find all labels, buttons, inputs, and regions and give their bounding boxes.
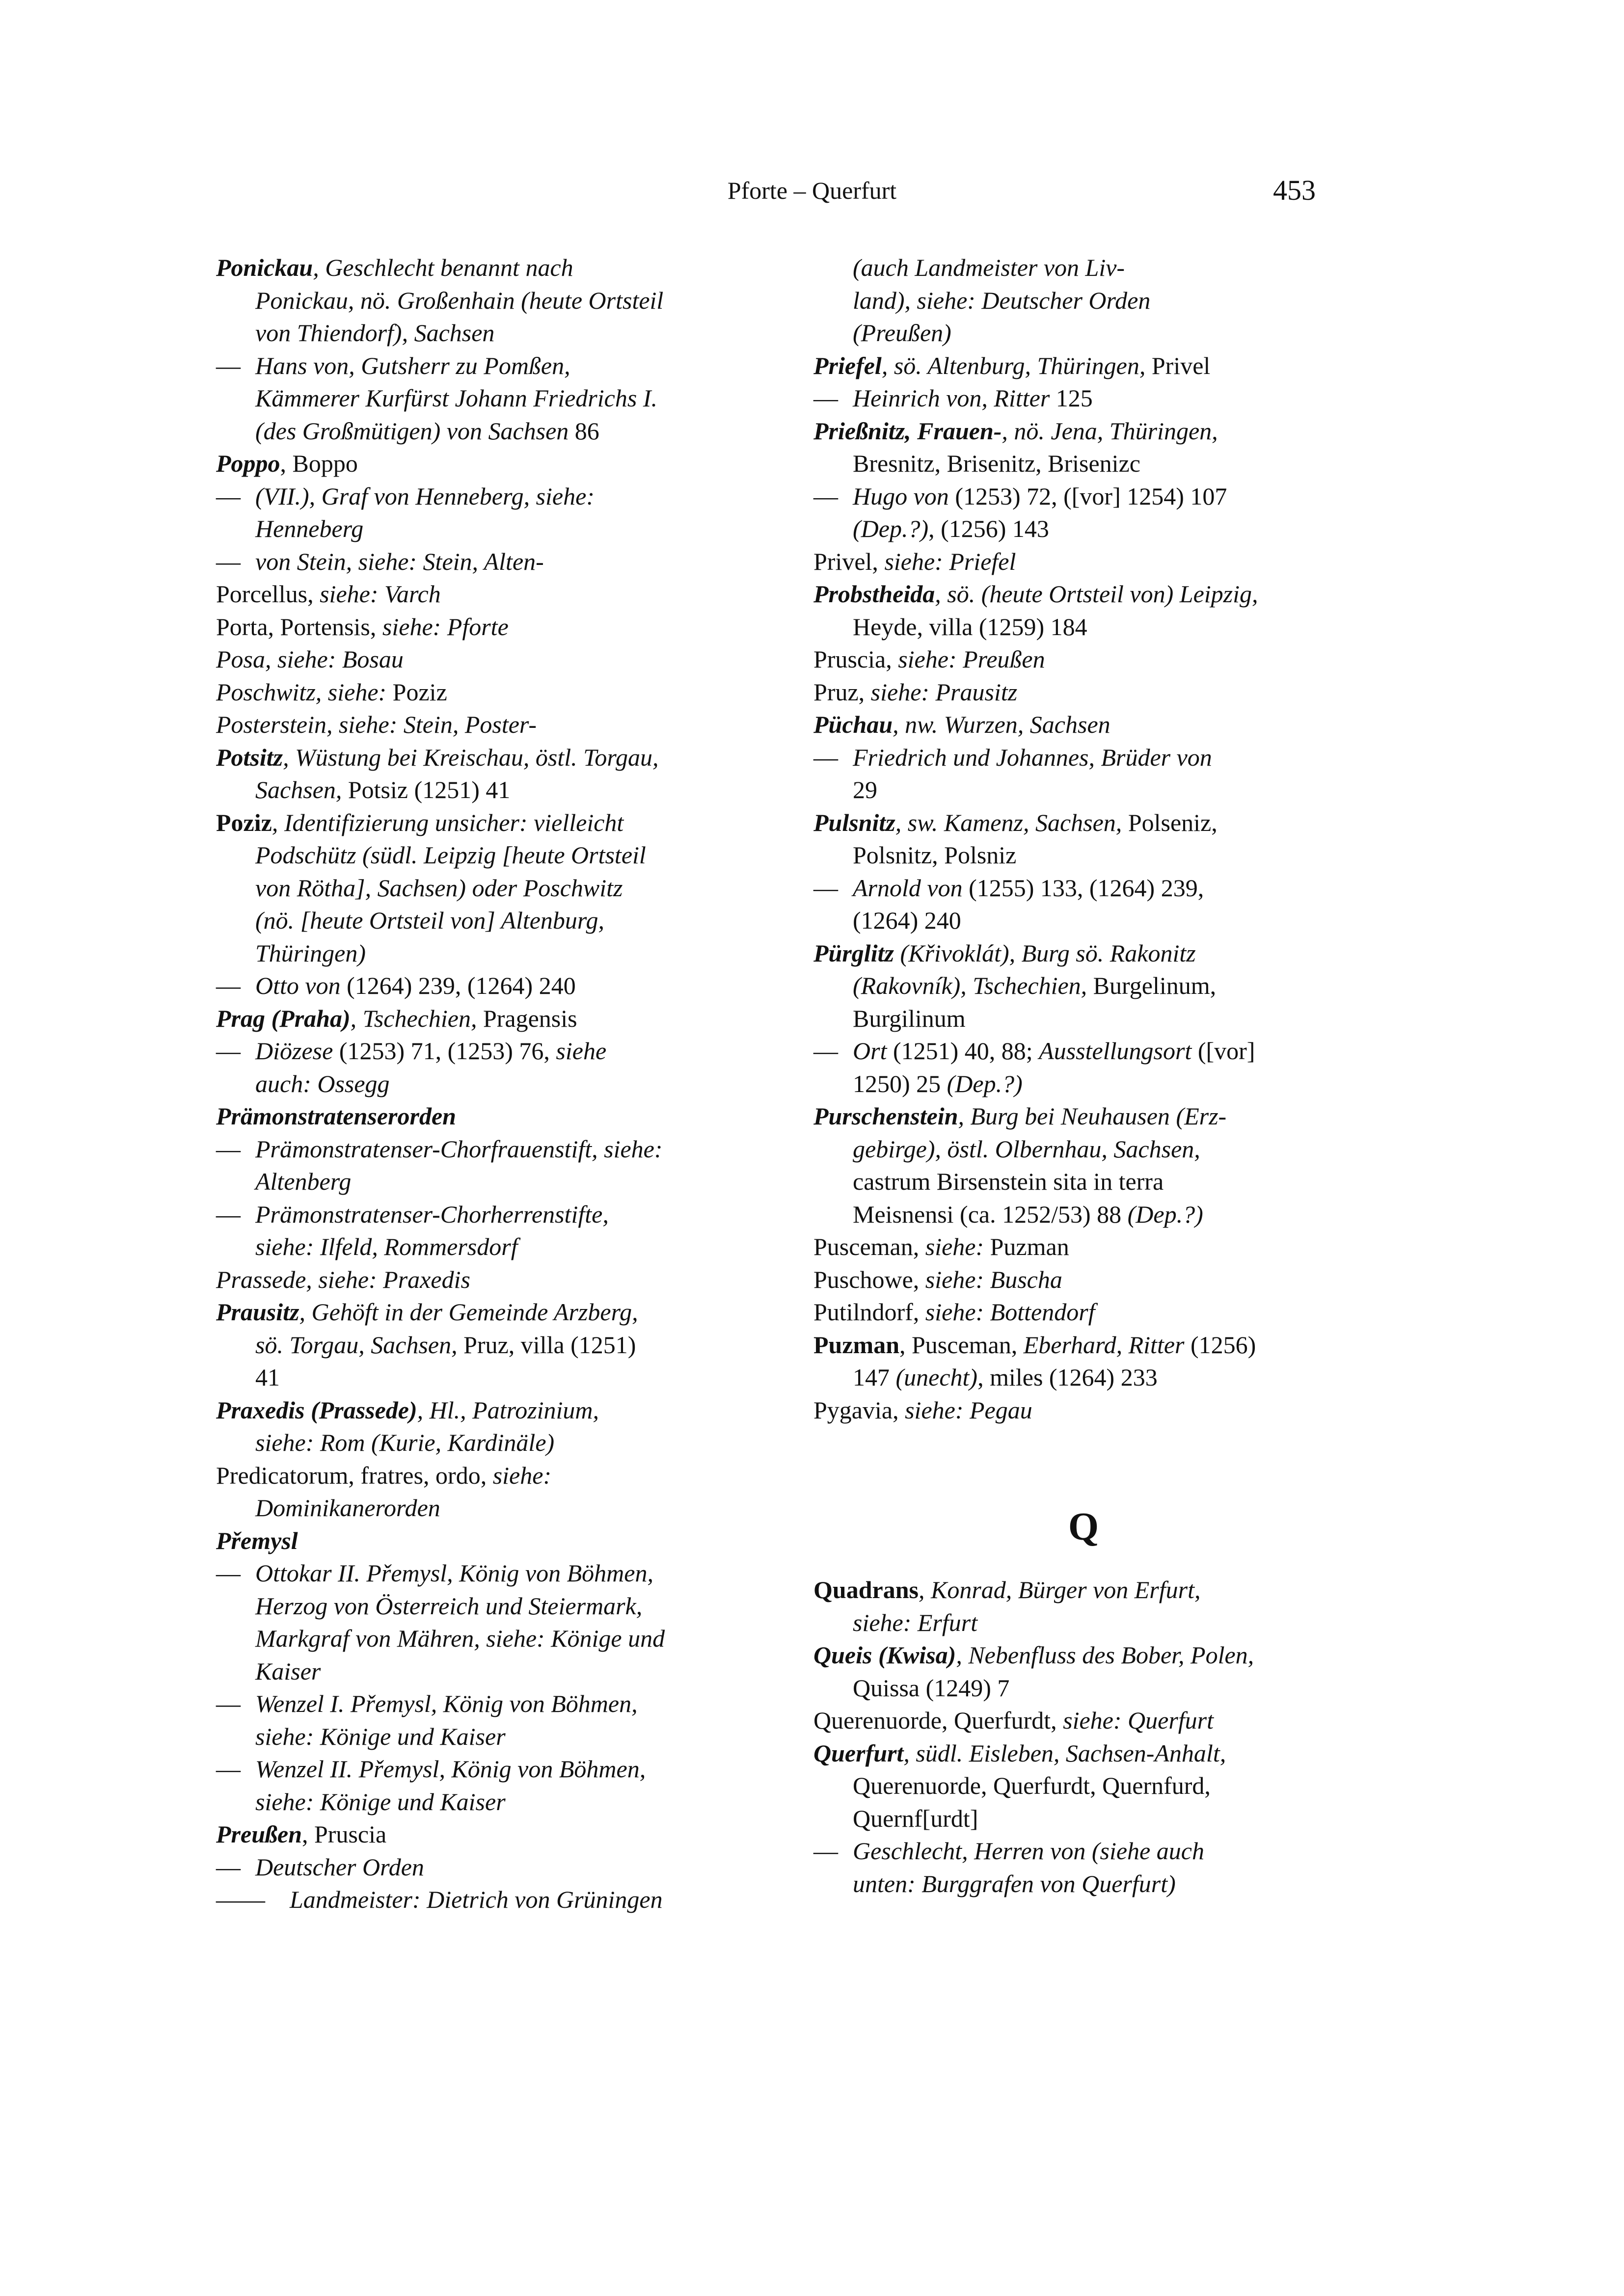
index-text: siehe: Pegau: [905, 1396, 1032, 1424]
entry-dash: —: [813, 743, 838, 771]
index-text: auch: Ossegg: [255, 1069, 390, 1097]
index-line: [216, 1459, 776, 1492]
index-text: (unecht): [895, 1363, 978, 1391]
index-line: [216, 708, 776, 741]
index-text: Pruz, villa (1251): [463, 1331, 636, 1359]
index-text: Prießnitz, Frauen-: [813, 417, 1002, 445]
index-line: [216, 1590, 776, 1623]
index-text: Wenzel I. Přemysl, König von Böhmen,: [255, 1690, 638, 1717]
index-line: [813, 382, 1353, 415]
index-text: Puzman: [990, 1233, 1069, 1260]
index-text: Meisnensi (ca. 1252/53) 88: [853, 1200, 1128, 1228]
index-text: , südl. Eisleben, Sachsen-Anhalt,: [903, 1739, 1226, 1767]
index-text: Deutscher Orden: [255, 1853, 424, 1881]
index-line: [813, 1868, 1353, 1900]
index-line: [813, 1769, 1353, 1802]
index-text: (1251) 40, 88;: [887, 1037, 1039, 1065]
index-text: Otto von: [255, 972, 341, 999]
running-header-title: Pforte – Querfurt: [727, 177, 897, 204]
index-text: siehe: Rom (Kurie, Kardinäle): [255, 1429, 555, 1456]
index-text: Prämonstratenser-Chorfrauenstift, siehe:: [255, 1135, 663, 1163]
index-text: (des Großmütigen) von Sachsen: [255, 417, 569, 445]
index-line: [813, 545, 1353, 578]
index-text: Ausstellungsort: [1039, 1037, 1192, 1065]
entry-dash: —: [216, 547, 241, 575]
index-text: , Pusceman,: [899, 1331, 1024, 1359]
index-text: Hugo von: [853, 482, 949, 510]
index-text: siehe:: [492, 1461, 552, 1489]
entry-dash: —: [216, 1755, 241, 1783]
index-line: [813, 284, 1353, 317]
index-text: 86: [568, 417, 599, 445]
index-line: [216, 1883, 776, 1916]
index-line: [813, 643, 1353, 676]
entry-dash: —: [813, 1837, 838, 1865]
index-line: [216, 415, 776, 448]
index-line: [216, 512, 776, 545]
index-text: Querenuorde, Querfurdt, Quernfurd,: [853, 1772, 1211, 1799]
index-text: siehe: Bottendorf: [925, 1298, 1095, 1326]
entry-dash: —: [216, 1853, 241, 1881]
index-text: , Gehöft in der Gemeinde Arzberg,: [299, 1298, 638, 1326]
index-text: siehe: Priefel: [884, 547, 1016, 575]
index-line: [216, 676, 776, 709]
index-text: Potsitz: [216, 743, 283, 771]
index-line: [813, 415, 1353, 448]
index-line: [813, 1639, 1353, 1672]
index-text: , Tschechien,: [350, 1004, 483, 1032]
index-line: [216, 1786, 776, 1818]
index-line: [216, 1818, 776, 1851]
entry-dash: —: [216, 1135, 241, 1163]
index-line: [813, 1296, 1353, 1329]
index-text: Friedrich und Johannes, Brüder von: [853, 743, 1212, 771]
index-text: , Pruscia: [302, 1820, 387, 1848]
index-text: , Wüstung bei Kreischau, östl. Torgau,: [283, 743, 659, 771]
index-line: [216, 969, 776, 1002]
index-line: [216, 1100, 776, 1133]
entry-dash: —: [813, 384, 838, 412]
index-text: , (1256) 143: [928, 515, 1049, 542]
index-line: [813, 1835, 1353, 1868]
index-text: , Konrad, Bürger von Erfurt,: [918, 1576, 1201, 1603]
index-text: , nö. Jena, Thüringen,: [1001, 417, 1218, 445]
index-line: [813, 1704, 1353, 1737]
index-text: Ponickau, nö. Großenhain (heute Ortsteil: [255, 286, 664, 314]
index-text: Burgelinum,: [1093, 972, 1217, 999]
index-line: [813, 1198, 1353, 1231]
entry-dash: —: [813, 1037, 838, 1065]
index-text: Preußen: [216, 1820, 302, 1848]
index-text: siehe: Ilfeld, Rommersdorf: [255, 1233, 518, 1260]
index-line: [216, 904, 776, 937]
index-text: siehe: Könige und Kaiser: [255, 1788, 506, 1815]
index-line: [813, 611, 1353, 643]
index-line: [216, 1524, 776, 1557]
index-text: siehe: Prausitz: [870, 678, 1018, 706]
index-line: [216, 1753, 776, 1786]
index-text: Posa, siehe: Bosau: [216, 645, 404, 673]
index-text: Prassede, siehe: Praxedis: [216, 1265, 470, 1293]
index-line: [216, 578, 776, 611]
index-line: [216, 349, 776, 382]
index-text: Püchau: [813, 711, 893, 738]
index-line: [216, 1165, 776, 1198]
index-text: 147: [853, 1363, 896, 1391]
index-line: [813, 251, 1353, 284]
index-text: Porcellus,: [216, 580, 320, 608]
index-line: [216, 1002, 776, 1035]
index-line: [813, 741, 1353, 774]
index-text: Priefel: [813, 351, 882, 379]
index-text: Ottokar II. Přemysl, König von Böhmen,: [255, 1559, 653, 1587]
index-text: siehe: Erfurt: [853, 1608, 978, 1636]
index-text: Purschenstein: [813, 1102, 958, 1130]
index-line: [813, 806, 1353, 839]
index-line: [813, 1329, 1353, 1362]
index-text: , miles (1264) 233: [977, 1363, 1158, 1391]
index-line: [216, 1068, 776, 1100]
index-text: , Nebenfluss des Bober, Polen,: [956, 1641, 1254, 1669]
index-line: [216, 1230, 776, 1263]
index-line: [216, 611, 776, 643]
index-line: [216, 1296, 776, 1329]
index-text: Kaiser: [255, 1657, 321, 1685]
index-text: (1256): [1184, 1331, 1256, 1359]
index-text: Bresnitz, Brisenitz, Brisenizc: [853, 450, 1140, 477]
index-line: [813, 1574, 1353, 1606]
index-line: [216, 839, 776, 872]
index-text: (Křivoklát), Burg sö. Rakonitz: [893, 939, 1196, 967]
index-line: [813, 839, 1353, 872]
index-line: [813, 1068, 1353, 1100]
index-text: castrum Birsenstein sita in terra: [853, 1168, 1164, 1195]
index-text: siehe: Pforte: [382, 613, 509, 641]
index-line: [216, 1035, 776, 1068]
index-text: , Hl., Patrozinium,: [417, 1396, 599, 1424]
index-text: Altenberg: [255, 1168, 352, 1195]
index-line: [216, 1655, 776, 1688]
index-line: [813, 676, 1353, 709]
index-text: Dominikanerorden: [255, 1494, 440, 1522]
index-text: Porta, Portensis,: [216, 613, 382, 641]
index-line: [216, 317, 776, 349]
index-line: [216, 1557, 776, 1590]
index-text: Prausitz: [216, 1298, 299, 1326]
index-line: [813, 447, 1353, 480]
index-line: [216, 1720, 776, 1753]
index-text: unten: Burggrafen von Querfurt): [853, 1869, 1176, 1897]
index-text: 41: [255, 1363, 280, 1391]
index-text: von Stein, siehe: Stein, Alten-: [255, 547, 544, 575]
index-line: [813, 708, 1353, 741]
index-text: Sachsen,: [255, 776, 348, 803]
index-text: Ponickau: [216, 254, 313, 281]
index-line: [813, 578, 1353, 611]
index-text: , sö. Altenburg, Thüringen,: [881, 351, 1152, 379]
index-text: , sw. Kamenz, Sachsen,: [895, 808, 1128, 836]
index-text: 1250) 25: [853, 1069, 947, 1097]
entry-dash: —: [216, 1037, 241, 1065]
index-text: ([vor]: [1191, 1037, 1255, 1065]
index-text: Puzman: [813, 1331, 899, 1359]
index-text: Pruscia,: [813, 645, 898, 673]
index-line: [813, 1394, 1353, 1427]
index-line: [216, 1426, 776, 1459]
index-line: [216, 1622, 776, 1655]
index-text: (Dep.?): [1127, 1200, 1203, 1228]
index-text: , nw. Wurzen, Sachsen: [893, 711, 1110, 738]
index-line: [813, 1802, 1353, 1835]
index-line: [216, 1492, 776, 1524]
index-text: Queis (Kwisa): [813, 1641, 956, 1669]
index-text: siehe: [556, 1037, 607, 1065]
index-line: [216, 1851, 776, 1884]
index-text: , Boppo: [280, 450, 358, 477]
index-text: Puschowe,: [813, 1265, 925, 1293]
index-text: Quernf[urdt]: [853, 1804, 978, 1832]
index-text: , Geschlecht benannt nach: [313, 254, 573, 281]
index-line: [216, 937, 776, 970]
index-text: Posterstein, siehe: Stein, Poster-: [216, 711, 537, 738]
index-line: [813, 1035, 1353, 1068]
entry-dash: —: [216, 1559, 241, 1587]
index-text: Markgraf von Mähren, siehe: Könige und: [255, 1625, 665, 1652]
index-text: 29: [853, 776, 877, 803]
index-text: gebirge), östl. Olbernhau, Sachsen,: [853, 1135, 1200, 1163]
index-text: (Preußen): [853, 319, 951, 347]
index-text: , Burg bei Neuhausen (Erz-: [958, 1102, 1227, 1130]
index-text: Pruz,: [813, 678, 871, 706]
index-text: Podschütz (südl. Leipzig [heute Ortsteil: [255, 841, 646, 869]
index-text: Heyde, villa (1259) 184: [853, 613, 1087, 641]
entry-dash: ——: [216, 1886, 265, 1913]
index-line: [813, 349, 1353, 382]
index-line: [216, 741, 776, 774]
index-text: Pragensis: [483, 1004, 577, 1032]
entry-dash: —: [216, 351, 241, 379]
index-text: Poppo: [216, 450, 280, 477]
index-text: Pürglitz: [813, 939, 894, 967]
index-line: [216, 806, 776, 839]
index-line: [216, 1394, 776, 1427]
index-line: [216, 251, 776, 284]
entry-dash: —: [216, 1200, 241, 1228]
index-text: (VII.), Graf von Henneberg, siehe:: [255, 482, 595, 510]
index-line: [216, 1263, 776, 1296]
index-line: [813, 904, 1353, 937]
index-line: [813, 774, 1353, 806]
index-text: Wenzel II. Přemysl, König von Böhmen,: [255, 1755, 646, 1783]
page-number: 453: [1273, 174, 1316, 206]
index-text: Privel,: [813, 547, 885, 575]
index-text: (1253) 72, ([vor] 1254) 107: [948, 482, 1227, 510]
index-text: Diözese: [255, 1037, 333, 1065]
entry-dash: —: [216, 1690, 241, 1717]
index-line: [813, 1606, 1353, 1639]
index-line: [813, 1737, 1353, 1770]
index-text: Poschwitz, siehe:: [216, 678, 393, 706]
index-text: (Dep.?): [947, 1069, 1023, 1097]
index-line: [216, 284, 776, 317]
index-text: siehe: Varch: [320, 580, 441, 608]
index-line: [813, 317, 1353, 349]
section-letter-heading: Q: [1068, 1505, 1099, 1548]
index-line: [216, 382, 776, 415]
index-line: [813, 1263, 1353, 1296]
index-text: (nö. [heute Ortsteil von] Altenburg,: [255, 907, 605, 934]
index-text: Pygavia,: [813, 1396, 905, 1424]
index-text: Pusceman,: [813, 1233, 925, 1260]
entry-dash: —: [216, 972, 241, 999]
index-text: Prag (Praha): [216, 1004, 351, 1032]
index-text: Thüringen): [255, 939, 366, 967]
index-text: Prämonstratenserorden: [216, 1102, 456, 1130]
index-text: (1264) 240: [853, 907, 961, 934]
index-line: [216, 1133, 776, 1166]
index-line: [813, 1230, 1353, 1263]
index-column-right: [813, 251, 1353, 1900]
index-line: [813, 480, 1353, 513]
index-text: Poziz: [216, 808, 272, 836]
index-text: Arnold von: [853, 874, 963, 902]
index-text: Polsnitz, Polsniz: [853, 841, 1017, 869]
index-text: (auch Landmeister von Liv-: [853, 254, 1125, 281]
index-line: [216, 1687, 776, 1720]
index-text: Eberhard, Ritter: [1023, 1331, 1185, 1359]
index-line: [216, 1361, 776, 1394]
index-text: (Rakovník), Tschechien,: [853, 972, 1093, 999]
index-line: [813, 1002, 1353, 1035]
index-text: Querfurt: [813, 1739, 904, 1767]
index-text: siehe:: [925, 1233, 990, 1260]
index-text: 125: [1050, 384, 1093, 412]
index-line: [813, 872, 1353, 905]
index-text: Herzog von Österreich und Steiermark,: [255, 1592, 643, 1620]
index-line: [813, 512, 1353, 545]
index-text: (1264) 239, (1264) 240: [340, 972, 576, 999]
index-text: (Dep.?): [853, 515, 929, 542]
index-text: siehe: Buscha: [925, 1265, 1062, 1293]
index-text: Querenuorde, Querfurdt,: [813, 1707, 1063, 1734]
index-text: Polseniz,: [1128, 808, 1218, 836]
index-text: Kämmerer Kurfürst Johann Friedrichs I.: [255, 384, 657, 412]
index-line: [813, 1165, 1353, 1198]
index-line: [216, 447, 776, 480]
entry-dash: —: [216, 482, 241, 510]
index-column-left: [216, 251, 776, 1916]
index-line: [813, 1100, 1353, 1133]
index-text: Potsiz (1251) 41: [348, 776, 511, 803]
index-line: [216, 643, 776, 676]
index-text: Pulsnitz: [813, 808, 895, 836]
index-text: , sö. (heute Ortsteil von) Leipzig,: [935, 580, 1258, 608]
entry-dash: —: [813, 482, 838, 510]
entry-dash: —: [813, 874, 838, 902]
index-text: siehe: Preußen: [898, 645, 1045, 673]
index-text: Privel: [1151, 351, 1211, 379]
index-line: [216, 1198, 776, 1231]
index-line: [216, 872, 776, 905]
index-text: siehe: Querfurt: [1063, 1707, 1214, 1734]
index-text: Přemysl: [216, 1526, 298, 1554]
index-text: Quadrans: [813, 1576, 919, 1603]
index-text: (1255) 133, (1264) 239,: [962, 874, 1204, 902]
index-text: von Thiendorf), Sachsen: [255, 319, 495, 347]
index-text: sö. Torgau, Sachsen,: [255, 1331, 464, 1359]
index-text: , Identifizierung unsicher: vielleicht: [271, 808, 624, 836]
index-line: [216, 480, 776, 513]
index-text: Quissa (1249) 7: [853, 1674, 1010, 1702]
index-text: Prämonstratenser-Chorherrenstifte,: [255, 1200, 609, 1228]
index-text: land), siehe: Deutscher Orden: [853, 286, 1151, 314]
index-text: Burgilinum: [853, 1004, 966, 1032]
index-line: [216, 545, 776, 578]
index-text: siehe: Könige und Kaiser: [255, 1722, 506, 1750]
index-text: Putilndorf,: [813, 1298, 925, 1326]
index-text: Landmeister: Dietrich von Grüningen: [290, 1886, 663, 1913]
index-line: [813, 1133, 1353, 1166]
index-line: [813, 1672, 1353, 1705]
index-text: Probstheida: [813, 580, 935, 608]
index-line: [216, 774, 776, 806]
index-text: Poziz: [392, 678, 447, 706]
index-text: Ort: [853, 1037, 887, 1065]
index-text: von Rötha], Sachsen) oder Poschwitz: [255, 874, 623, 902]
index-text: Hans von, Gutsherr zu Pomßen,: [255, 351, 570, 379]
index-line: [813, 937, 1353, 970]
index-line: [813, 969, 1353, 1002]
index-text: Geschlecht, Herren von (siehe auch: [853, 1837, 1204, 1865]
index-line: [813, 1361, 1353, 1394]
index-text: Henneberg: [255, 515, 364, 542]
index-text: Praxedis (Prassede): [216, 1396, 417, 1424]
index-line: [216, 1329, 776, 1362]
index-text: Heinrich von, Ritter: [853, 384, 1050, 412]
index-text: Predicatorum, fratres, ordo,: [216, 1461, 493, 1489]
index-text: (1253) 71, (1253) 76,: [333, 1037, 556, 1065]
